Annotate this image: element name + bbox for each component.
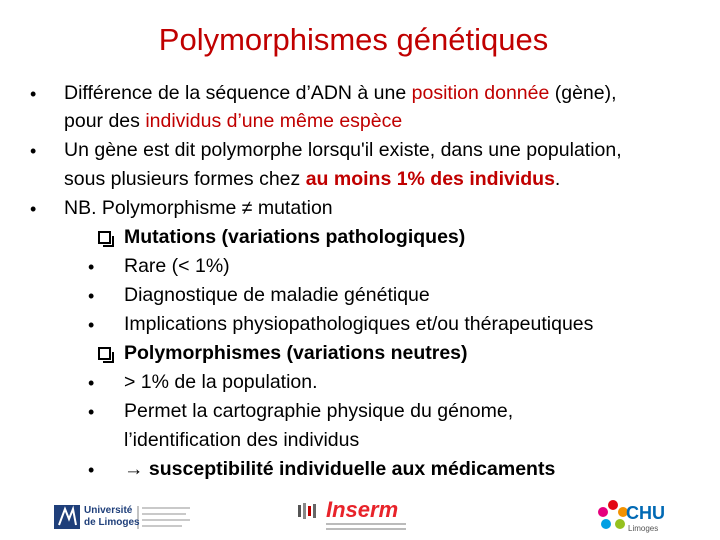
bullet-1-text: Différence de la séquence d’ADN à une bbox=[64, 82, 412, 104]
polymorphismes-item: Permet la cartographie physique du génome, bbox=[124, 400, 514, 422]
universite-line-2: de Limoges bbox=[84, 517, 140, 528]
bullet-dot: • bbox=[88, 460, 95, 480]
bullet-1-text-2: pour des bbox=[64, 110, 146, 132]
bullet-2-line-1: Un gène est dit polymorphe lorsqu'il existe, dans une population, bbox=[64, 139, 622, 161]
bullet-1-text-end: (gène), bbox=[549, 82, 617, 104]
bullet-2-highlight: au moins 1% des individus bbox=[305, 168, 555, 190]
bullet-dot: • bbox=[88, 286, 95, 306]
bullet-dot: • bbox=[88, 373, 95, 393]
polymorphismes-item bbox=[124, 455, 555, 484]
bullet-dot: • bbox=[30, 141, 37, 161]
chu-limoges-logo bbox=[598, 497, 678, 537]
bullet-dot: • bbox=[30, 199, 37, 219]
inserm-subline bbox=[326, 528, 406, 530]
checkbox-bullet-icon bbox=[98, 231, 111, 244]
polymorphismes-item-continued: l’identification des individus bbox=[124, 429, 360, 451]
bullet-1-line-2 bbox=[64, 107, 402, 136]
inserm-mark-icon bbox=[296, 501, 326, 521]
bullet-2-period: . bbox=[554, 168, 561, 190]
page-title: Polymorphismes génétiques bbox=[158, 22, 549, 57]
polymorphismes-item: > 1% de la population. bbox=[124, 371, 318, 393]
bullet-dot: • bbox=[88, 402, 95, 422]
polymorphismes-heading: Polymorphismes (variations neutres) bbox=[124, 342, 468, 364]
mutations-item: Rare (< 1%) bbox=[124, 255, 230, 277]
mutations-item: Diagnostique de maladie génétique bbox=[124, 284, 430, 306]
bullet-1-highlight: position donnée bbox=[411, 82, 550, 104]
polymorphismes-item-text: susceptibilité individuelle aux médicaments bbox=[148, 458, 556, 480]
inserm-subline bbox=[326, 523, 406, 525]
checkbox-bullet-icon bbox=[98, 347, 111, 360]
arrow-right-icon: → bbox=[124, 458, 144, 480]
bullet-dot: • bbox=[88, 257, 95, 277]
chu-flower-icon bbox=[598, 499, 628, 533]
chu-subtitle: Limoges bbox=[628, 524, 659, 533]
bullet-dot: • bbox=[88, 315, 95, 335]
bullet-2-line-2 bbox=[64, 165, 560, 194]
chu-wordmark: CHU bbox=[626, 503, 665, 523]
inserm-logo bbox=[296, 499, 436, 535]
universite-line-1: Université bbox=[84, 505, 133, 516]
bullet-dot: • bbox=[30, 84, 37, 104]
bullet-3-line: NB. Polymorphisme ≠ mutation bbox=[64, 197, 333, 219]
bullet-2-text: sous plusieurs formes chez bbox=[64, 168, 306, 190]
inserm-wordmark: Inserm bbox=[326, 497, 399, 522]
mutations-item: Implications physiopathologiques et/ou thérapeutiques bbox=[124, 313, 594, 335]
mutations-heading: Mutations (variations pathologiques) bbox=[124, 226, 466, 248]
universite-limoges-logo bbox=[54, 503, 194, 531]
bullet-1-highlight-2: individus d’une même espèce bbox=[145, 110, 403, 132]
bullet-1-line-1 bbox=[64, 79, 617, 108]
